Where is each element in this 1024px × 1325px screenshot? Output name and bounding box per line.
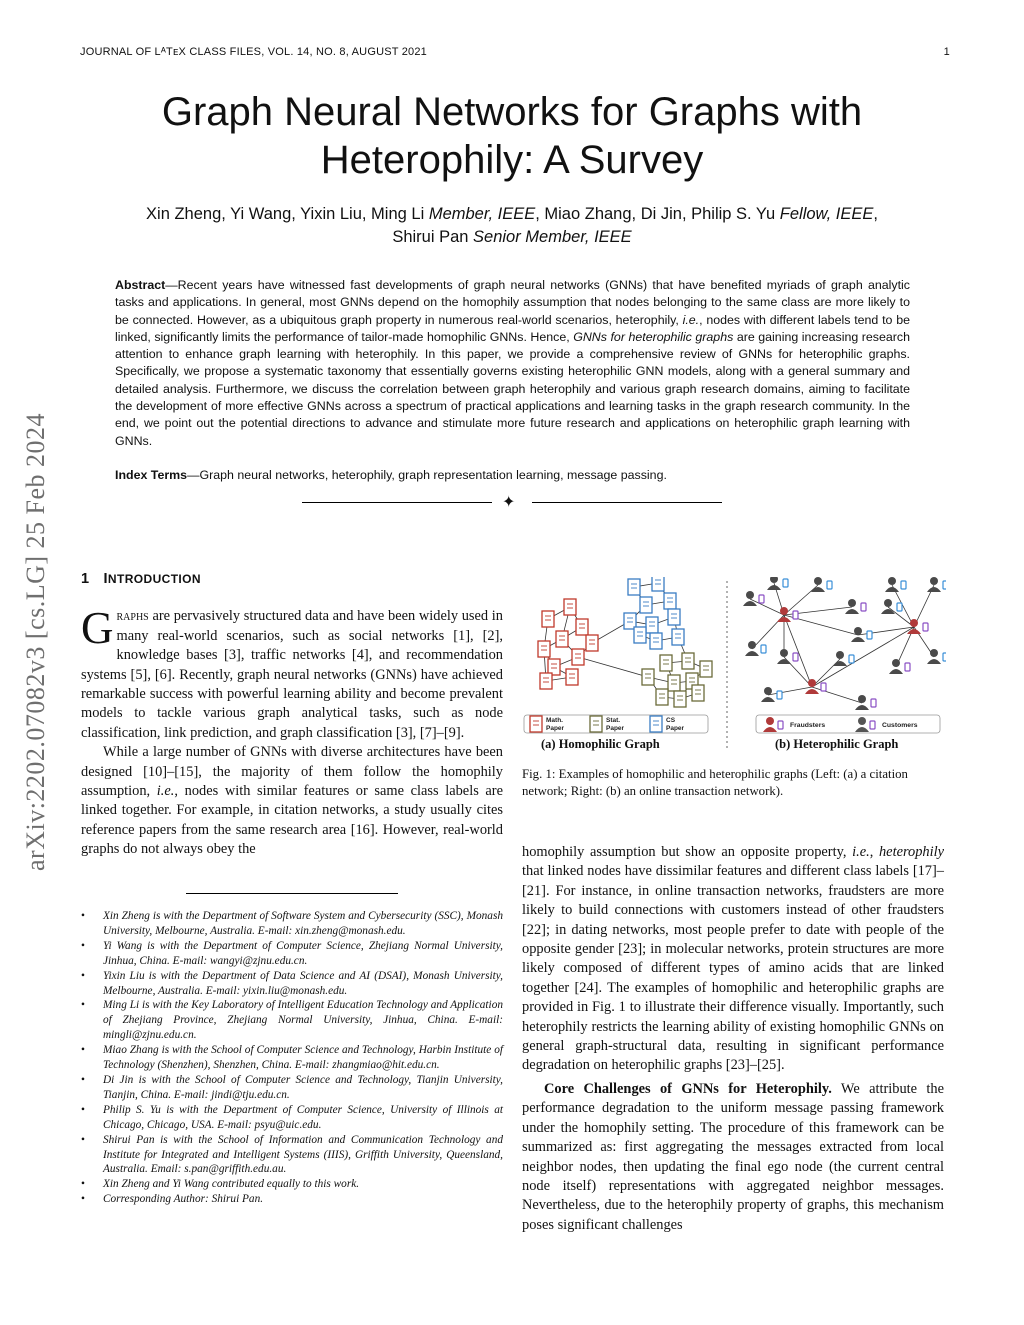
- cs-paper-node-icon: [640, 597, 652, 613]
- customer-node-icon-body: [927, 659, 941, 664]
- bullet-icon: •: [81, 969, 85, 982]
- legend-a-label: Paper: [546, 725, 565, 732]
- bullet-icon: •: [81, 910, 85, 922]
- customer-node-icon-body: [767, 585, 781, 590]
- customer-node-icon: [814, 577, 822, 585]
- footnote-text: Di Jin is with the School of Computer Science and Technology, Tianjin University, Tianjin, China. E-mail: jindi@tju.edu.cn.: [103, 1073, 503, 1101]
- customer-node-icon-body: [881, 609, 895, 614]
- transaction-edge: [784, 585, 818, 615]
- intro-para1-text: are pervasively structured data and have been widely used in many real-world scenarios, such as social networks [1], [2], knowledge bases [3], traffic networks [4], and recommendation systems [5], [6]. Recently, graph neural networks (GNNs) have achieved remarkable success with powerful learning ability and become prevalent models to tackle various graph analytical tasks, such as node classification, link prediction, and graph classification [3], [7]–[9].: [81, 608, 503, 741]
- figure-1-graphic: [522, 577, 946, 752]
- device-icon: [761, 645, 766, 653]
- stat-paper-node-icon: [700, 661, 712, 677]
- math-paper-node-icon: [542, 611, 554, 627]
- subcaption-a: (a) Homophilic Graph: [541, 737, 660, 751]
- device-icon: [871, 699, 876, 707]
- right-p1-a: homophily assumption but show an opposite property,: [522, 844, 853, 860]
- footnote-item: [81, 1177, 503, 1192]
- customer-node-icon-body: [851, 637, 865, 642]
- footnote-text: Yi Wang is with the Department of Computer Science, Zhejiang Normal University, Jinhua, China. E-mail: wangyi@zjnu.edu.cn.: [103, 939, 503, 967]
- abstract-text-b: , nodes with different labels tend to be linked, significantly limits the performance of tailor-made homophilic GNNs. Hence,: [115, 312, 910, 344]
- right-p2-text: We attribute the performance degradation to the uniform message passing framework under the homophily setting. The procedure of this framework can be summarized as: first aggregating the messages extracted from local neighbor nodes, then updating the final ego node (the current central node itself) representations with aggregated neighbor messages. Nevertheless, due to the heterophily property of graphs, this mechanism poses significant challenges: [522, 1080, 944, 1233]
- intro-paragraph-2: [81, 743, 503, 859]
- separator-rule-left: [302, 502, 492, 503]
- section-heading: [81, 570, 503, 589]
- customer-node-icon: [930, 577, 938, 585]
- customer-node-icon-body: [761, 697, 775, 702]
- bullet-icon: •: [81, 1193, 85, 1206]
- cs-paper-node-icon: [650, 633, 662, 649]
- abstract-text-c: are gaining increasing research attention to enhance graph learning with heterophily. In this paper, we provide a comprehensive review of GNNs for heterophilic graphs. Specifically, we propose a systematic taxonomy that essentially governs existing heterophilic GNN models, along with a general summary and detailed analysis. Furthermore, we discuss the correlation between graph heterophily and various graph research domains, aiming to facilitate the development of more effective GNNs across a spectrum of practical applications and learning tasks in the graph research community. In the end, we point out the potential directions to advance and stimulate more future research and applications on heterophilic graph learning with GNNs.: [115, 329, 910, 448]
- paper-title: [60, 88, 964, 184]
- section-title-rest: NTRODUCTION: [107, 572, 201, 586]
- abstract-text-a: —Recent years have witnessed fast developments of graph neural networks (GNNs) that have benefited myriads of graph analytic tasks and applications. In general, most GNNs depend on the homophily assumption that nodes belonging to the same class are more likely to be connected. However, as a ubiquitous graph property in numerous real-world scenarios, heterophily,: [115, 278, 910, 327]
- math-paper-node-icon: [540, 673, 552, 689]
- math-paper-node-icon: [566, 669, 578, 685]
- fraudster-node-icon: [780, 607, 788, 615]
- footnote-text: Miao Zhang is with the School of Computer Science and Technology, Harbin Institute of Technology (Shenzhen), Shenzhen, China. E-mail: zhangmiao@hit.edu.cn.: [103, 1044, 503, 1072]
- math-paper-node-icon: [576, 619, 588, 635]
- graph-edge: [578, 657, 648, 677]
- cs-paper-node-icon: [664, 593, 676, 609]
- device-icon: [777, 691, 782, 699]
- legend-a-label: Paper: [666, 725, 685, 732]
- transaction-edge: [812, 627, 914, 687]
- bullet-icon: •: [81, 999, 85, 1012]
- intro-para2-b: , nodes with similar features or same class labels are linked together. For example, in citation networks, a study usually cites reference papers from the same research area [16]. However, real-world graphs do not always obey the: [81, 783, 503, 858]
- customer-node-icon: [770, 577, 778, 583]
- author-title-member: Member, IEEE: [428, 205, 536, 223]
- author-comma: ,: [873, 205, 878, 223]
- legend-paper-icon: [590, 716, 602, 732]
- math-paper-node-icon: [538, 641, 550, 657]
- transaction-edge: [784, 615, 812, 687]
- right-p1-ie: i.e.: [852, 844, 870, 860]
- legend-person-icon: [766, 717, 774, 725]
- customer-node-icon: [764, 687, 772, 695]
- figure-1-caption: Fig. 1: Examples of homophilic and heterophilic graphs (Left: (a) a citation network; Right: (b) an online transaction network).: [522, 767, 908, 798]
- legend-paper-icon: [530, 716, 542, 732]
- footnote-item: [81, 1192, 503, 1207]
- subcaption-b: (b) Heterophilic Graph: [775, 737, 899, 751]
- authors-line-2: [60, 226, 964, 249]
- customer-node-icon: [746, 591, 754, 599]
- math-paper-node-icon: [586, 635, 598, 651]
- customer-node-icon: [930, 649, 938, 657]
- device-icon: [897, 603, 902, 611]
- running-head: [80, 46, 950, 58]
- title-line-2: Heterophily: A Survey: [320, 138, 704, 182]
- bullet-icon: •: [81, 1178, 85, 1191]
- footnote-text: Yixin Liu is with the Department of Data Science and AI (DSAI), Monash University, Melbourne, Australia. E-mail: yixin.liu@monash.edu.: [103, 969, 503, 997]
- author-title-senior: Senior Member, IEEE: [473, 228, 632, 246]
- bullet-icon: •: [81, 1103, 85, 1116]
- stat-paper-node-icon: [656, 689, 668, 705]
- device-icon: [905, 663, 910, 671]
- customer-node-icon-body: [811, 587, 825, 592]
- abstract: [115, 277, 910, 450]
- device-icon: [827, 581, 832, 589]
- device-icon: [759, 595, 764, 603]
- title-line-1: Graph Neural Networks for Graphs with: [161, 90, 863, 134]
- footnote-text: Philip S. Yu is with the Department of Computer Science, University of Illinois at Chicago, Chicago, USA. E-mail: psyu@uic.edu.: [103, 1103, 503, 1131]
- abstract-label: Abstract: [115, 278, 166, 292]
- legend-device-icon: [778, 721, 783, 729]
- customer-node-icon: [780, 649, 788, 657]
- legend-b-label: Customers: [882, 722, 918, 729]
- intro-smallcaps: raphs: [116, 608, 149, 625]
- device-icon: [867, 631, 872, 639]
- stat-paper-node-icon: [668, 675, 680, 691]
- cs-paper-node-icon: [634, 627, 646, 643]
- legend-person-icon: [858, 717, 866, 725]
- right-p1-comma: ,: [869, 844, 879, 860]
- separator-rule-right: [532, 502, 722, 503]
- customer-node-icon: [858, 695, 866, 703]
- fraudster-node-icon: [808, 679, 816, 687]
- footnote-text: Shirui Pan is with the School of Information and Communication Technology and Institute for Integrated and Intelligent Systems (IIIS), Griffith University, Queensland, Australia. Email: s.pan@griffith.edu.au.: [103, 1133, 503, 1176]
- footnote-text: Ming Li is with the Key Laboratory of Intelligent Education Technology and Application of Zhejiang Province, Zhejiang Normal University, Jinhua, China. E-mail: mingli@zjnu.edu.cn.: [103, 999, 503, 1042]
- footnote-text: Xin Zheng is with the Department of Software System and Cybersecurity (SSC), Monash University, Melbourne, Australia. E-mail: xin.zheng@monash.edu.: [103, 910, 503, 937]
- device-icon: [861, 603, 866, 611]
- footnote-item: [81, 1133, 503, 1178]
- abstract-emphasis: GNNs for heterophilic graphs: [573, 329, 734, 344]
- right-paragraph-2: [522, 1080, 944, 1235]
- page-number: 1: [943, 46, 950, 58]
- footnote-item: [81, 1103, 503, 1133]
- footnote-list: [81, 909, 503, 1207]
- abstract-ie: i.e.: [682, 312, 700, 327]
- cs-paper-node-icon: [672, 629, 684, 645]
- device-icon: [943, 581, 946, 589]
- footnote-item: [81, 1043, 503, 1073]
- legend-a-label: Stat.: [606, 717, 621, 724]
- author-list: [60, 203, 964, 249]
- transaction-edge: [750, 599, 784, 615]
- footnote-item: [81, 939, 503, 969]
- fraudster-node-icon-body: [805, 689, 819, 694]
- legend-b-label: Fraudsters: [790, 722, 826, 729]
- cs-paper-node-icon: [628, 579, 640, 595]
- core-challenges-heading: Core Challenges of GNNs for Heterophily.: [544, 1080, 832, 1097]
- section-title-first: I: [103, 571, 108, 587]
- customer-node-icon-body: [833, 661, 847, 666]
- footnote-item: [81, 969, 503, 999]
- customer-node-icon: [848, 599, 856, 607]
- authors-line-1: [60, 203, 964, 226]
- dropcap: G: [81, 603, 114, 654]
- stat-paper-node-icon: [642, 669, 654, 685]
- footnote-item: [81, 1073, 503, 1103]
- index-terms: [115, 468, 910, 482]
- device-icon: [793, 611, 798, 619]
- customer-node-icon: [892, 659, 900, 667]
- device-icon: [943, 653, 946, 661]
- bullet-icon: •: [81, 939, 85, 952]
- customer-node-icon-body: [855, 705, 869, 710]
- legend-a-label: Paper: [606, 725, 625, 732]
- customer-node-icon: [854, 627, 862, 635]
- customer-node-icon: [888, 577, 896, 585]
- legend-a-label: CS: [666, 717, 676, 724]
- footnote-item: [81, 909, 503, 939]
- customer-node-icon: [748, 641, 756, 649]
- arxiv-stamp: arXiv:2202.07082v3 [cs.LG] 25 Feb 2024: [21, 412, 50, 871]
- device-icon: [783, 579, 788, 587]
- stat-paper-node-icon: [660, 655, 672, 671]
- footnotes: [81, 909, 503, 1207]
- math-paper-node-icon: [556, 631, 568, 647]
- journal-name: JOURNAL OF LᴬTᴇX CLASS FILES, VOL. 14, NO. 8, AUGUST 2021: [80, 46, 428, 58]
- customer-node-icon-body: [845, 609, 859, 614]
- author-names-a: Xin Zheng, Yi Wang, Yixin Liu, Ming Li: [146, 205, 429, 223]
- device-icon: [793, 653, 798, 661]
- right-p1-heterophily: heterophily: [878, 844, 944, 860]
- customer-node-icon-body: [885, 587, 899, 592]
- customer-node-icon-body: [777, 659, 791, 664]
- right-paragraph-1: [522, 843, 944, 1076]
- device-icon: [849, 655, 854, 663]
- stat-paper-node-icon: [674, 691, 686, 707]
- fraudster-node-icon: [910, 619, 918, 627]
- intro-para2-ie: i.e.: [156, 783, 175, 800]
- bullet-icon: •: [81, 1133, 85, 1146]
- legend-a-label: Math.: [546, 717, 563, 724]
- footnote-item: [81, 998, 503, 1043]
- customer-node-icon: [836, 651, 844, 659]
- cs-paper-node-icon: [668, 609, 680, 625]
- bullet-icon: •: [81, 1044, 85, 1057]
- section-number: 1: [81, 571, 90, 587]
- separator-diamond-icon: ✦: [502, 492, 516, 511]
- stat-paper-node-icon: [692, 685, 704, 701]
- intro-paragraph-1: [81, 603, 503, 743]
- index-terms-text: —Graph neural networks, heterophily, graph representation learning, message passing.: [187, 468, 667, 482]
- device-icon: [923, 623, 928, 631]
- footnote-text: Corresponding Author: Shirui Pan.: [103, 1193, 264, 1206]
- math-paper-node-icon: [564, 599, 576, 615]
- index-terms-label: Index Terms: [115, 468, 188, 482]
- author-name-pan: Shirui Pan: [392, 228, 474, 246]
- customer-node-icon-body: [743, 601, 757, 606]
- stat-paper-node-icon: [682, 653, 694, 669]
- customer-node-icon-body: [889, 669, 903, 674]
- intro-para2-a: While a large number of GNNs with diverse architectures have been designed [10]–[15], the majority of them follow the homophily assumption,: [81, 744, 503, 800]
- footnote-rule: [186, 893, 398, 894]
- math-paper-node-icon: [572, 649, 584, 665]
- right-column: [522, 843, 944, 1235]
- figure-1: [522, 577, 946, 752]
- customer-node-icon-body: [927, 587, 941, 592]
- footnote-text: Xin Zheng and Yi Wang contributed equally to this work.: [103, 1178, 360, 1191]
- customer-node-icon-body: [745, 651, 759, 656]
- author-title-fellow: Fellow, IEEE: [779, 205, 874, 223]
- customer-node-icon: [884, 599, 892, 607]
- transaction-edge: [812, 687, 862, 703]
- legend-device-icon: [870, 721, 875, 729]
- author-names-b: , Miao Zhang, Di Jin, Philip S. Yu: [535, 205, 780, 223]
- cs-paper-node-icon: [646, 617, 658, 633]
- right-p1-b: that linked nodes have dissimilar features and different class labels [17]–[21]. For instance, in online transaction networks, fraudsters are more likely to build connections with customers instead of other fraudsters [22]; in dating networks, most people prefer to date with people of the opposite gender [23]; in molecular networks, protein structures are more likely composed of different types of amino acids that are linked together [24]. The examples of homophilic and heterophilic graphs are provided in Fig. 1 to illustrate their difference visually. Importantly, such heterophily restricts the learning ability of existing homophilic GNNs on general graph-structural data, resulting in significant performance degradation on heterophilic graphs [23]–[25].: [522, 863, 944, 1074]
- fraudster-node-icon-body: [777, 617, 791, 622]
- left-column: [81, 570, 503, 860]
- device-icon: [821, 683, 826, 691]
- bullet-icon: •: [81, 1073, 85, 1086]
- legend-paper-icon: [650, 716, 662, 732]
- device-icon: [901, 581, 906, 589]
